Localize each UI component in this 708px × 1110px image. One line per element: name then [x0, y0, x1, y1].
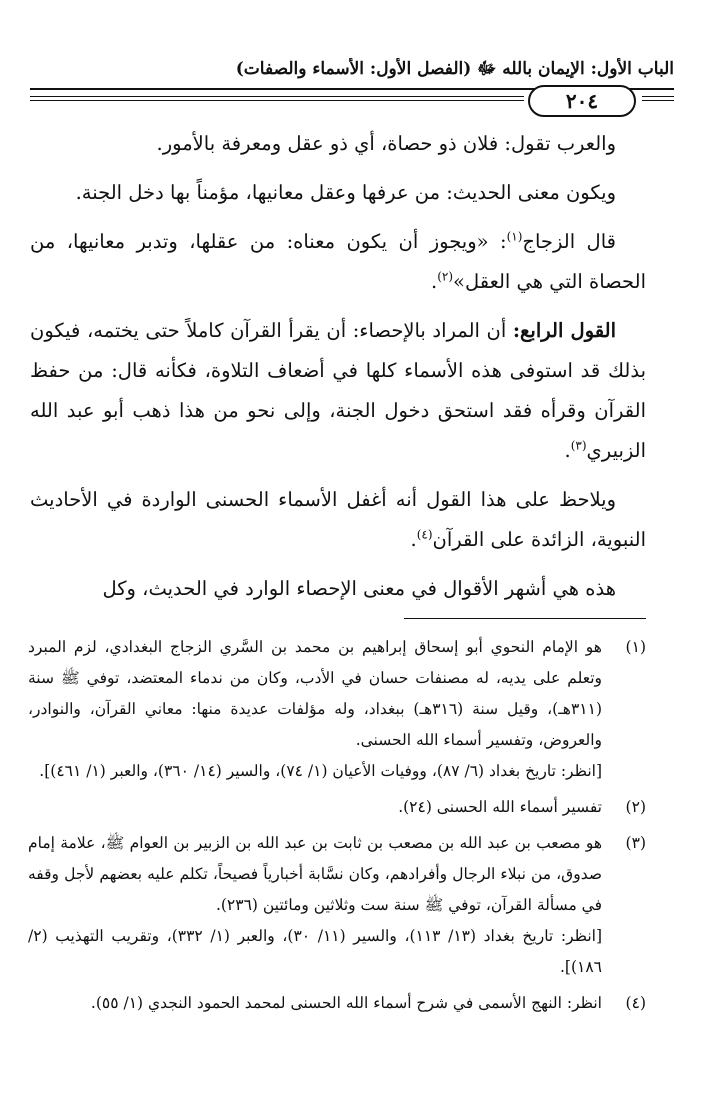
- footnote-text: هو مصعب بن عبد الله بن مصعب بن ثابت بن عبد الله بن الزبير بن العوام ﷺ، علامة إمام صدوق، من نبلاء الرجال وأفرادهم، وكان نسَّابة أخبارياً فصيحاً، تكلم عليه بعضهم لأجل وقفه في مسألة القرآن، توفي ﷺ سنة ست وثلاثين ومائتين (٢٣٦).: [28, 834, 602, 914]
- header-double-rule-top: [30, 96, 524, 97]
- footnote-number: (٣): [625, 834, 646, 852]
- paragraph-2: ويكون معنى الحديث: من عرفها وعقل معانيها، مؤمناً بها دخل الجنة.: [75, 181, 616, 204]
- footnote-ref-4[interactable]: (٤): [416, 527, 433, 542]
- header-short-rule-bottom: [642, 100, 674, 101]
- footnotes: [28, 632, 646, 1024]
- paragraph-3: [30, 222, 646, 302]
- fourth-opinion-label: القول الرابع:: [512, 319, 616, 342]
- p4-text: أن المراد بالإحصاء: أن يقرأ القرآن كاملاً حتى يختمه، فيكون بذلك قد استوفى هذه الأسماء كلها في أضعاف التلاوة، فكأنه قال: من حفظ القرآن وقرأه فقد استحق دخول الجنة، وإلى نحو من هذا ذهب أبو عبد الله الزبيري: [30, 319, 646, 462]
- footnote-ref-1[interactable]: (١): [506, 229, 523, 244]
- header-double-rule-bottom: [30, 100, 524, 101]
- header-short-rule-top: [642, 96, 674, 97]
- footnote-4: [28, 988, 646, 1019]
- footnote-ref-3[interactable]: (٣): [570, 438, 587, 453]
- page-number-badge: ٢٠٤: [528, 85, 636, 117]
- footnote-source: [انظر: تاريخ بغداد (٦/ ٨٧)، ووفيات الأعيان (١/ ٧٤)، والسير (١٤/ ٣٦٠)، والعبر (١/ ٤٦١)].: [39, 762, 602, 780]
- footnote-number: (٤): [625, 994, 646, 1012]
- footnote-ref-2[interactable]: (٢): [437, 269, 454, 284]
- main-text: [30, 124, 646, 618]
- paragraph-1: والعرب تقول: فلان ذو حصاة، أي ذو عقل ومعرفة بالأمور.: [156, 132, 616, 155]
- p4-end: .: [564, 439, 571, 462]
- p3-end: .: [430, 270, 438, 293]
- paragraph-6: هذه هي أشهر الأقوال في معنى الإحصاء الوارد في الحديث، وكل: [102, 577, 616, 600]
- p5-end: .: [410, 528, 417, 551]
- p5-text: ويلاحظ على هذا القول أنه أغفل الأسماء الحسنى الواردة في الأحاديث النبوية، الزائدة على القرآن: [30, 488, 646, 551]
- footnote-text: انظر: النهج الأسمى في شرح أسماء الله الحسنى لمحمد الحمود النجدي (١/ ٥٥).: [90, 994, 602, 1012]
- footnote-1: [28, 632, 646, 787]
- p3-quote: : «ويجوز أن يكون معناه: من عقلها، وتدبر معانيها، من الحصاة التي هي العقل»: [30, 230, 646, 293]
- footnote-text: هو الإمام النحوي أبو إسحاق إبراهيم بن محمد بن السَّري الزجاج البغدادي، لزم المبرد وتعلم على يديه، له مصنفات حسان في الأدب، وكان من ندماء المعتضد، توفي ﷺ سنة (٣١١هـ)، وقيل سنة (٣١٦هـ) ببغداد، وله مؤلفات عديدة منها: معاني القرآن، والنوادر، والعروض، وتفسير أسماء الله الحسنى.: [28, 638, 602, 749]
- footnote-source: [انظر: تاريخ بغداد (١٣/ ١١٣)، والسير (١١/ ٣٠)، والعبر (١/ ٣٣٢)، وتقريب التهذيب (٢/ ١٨٦)].: [28, 927, 602, 976]
- footnote-2: [28, 792, 646, 823]
- footnote-text: تفسير أسماء الله الحسنى (٢٤).: [398, 798, 602, 816]
- footnote-number: (٢): [625, 798, 646, 816]
- footnote-3: [28, 828, 646, 983]
- paragraph-4: [30, 311, 646, 471]
- paragraph-5: [30, 480, 646, 560]
- footnote-divider: [404, 618, 646, 619]
- header-title: الباب الأول: الإيمان بالله ﷻ (الفصل الأول: الأسماء والصفات): [235, 59, 674, 79]
- running-header: [30, 58, 674, 118]
- p3-before: قال الزجاج: [522, 230, 616, 253]
- footnote-number: (١): [625, 638, 646, 656]
